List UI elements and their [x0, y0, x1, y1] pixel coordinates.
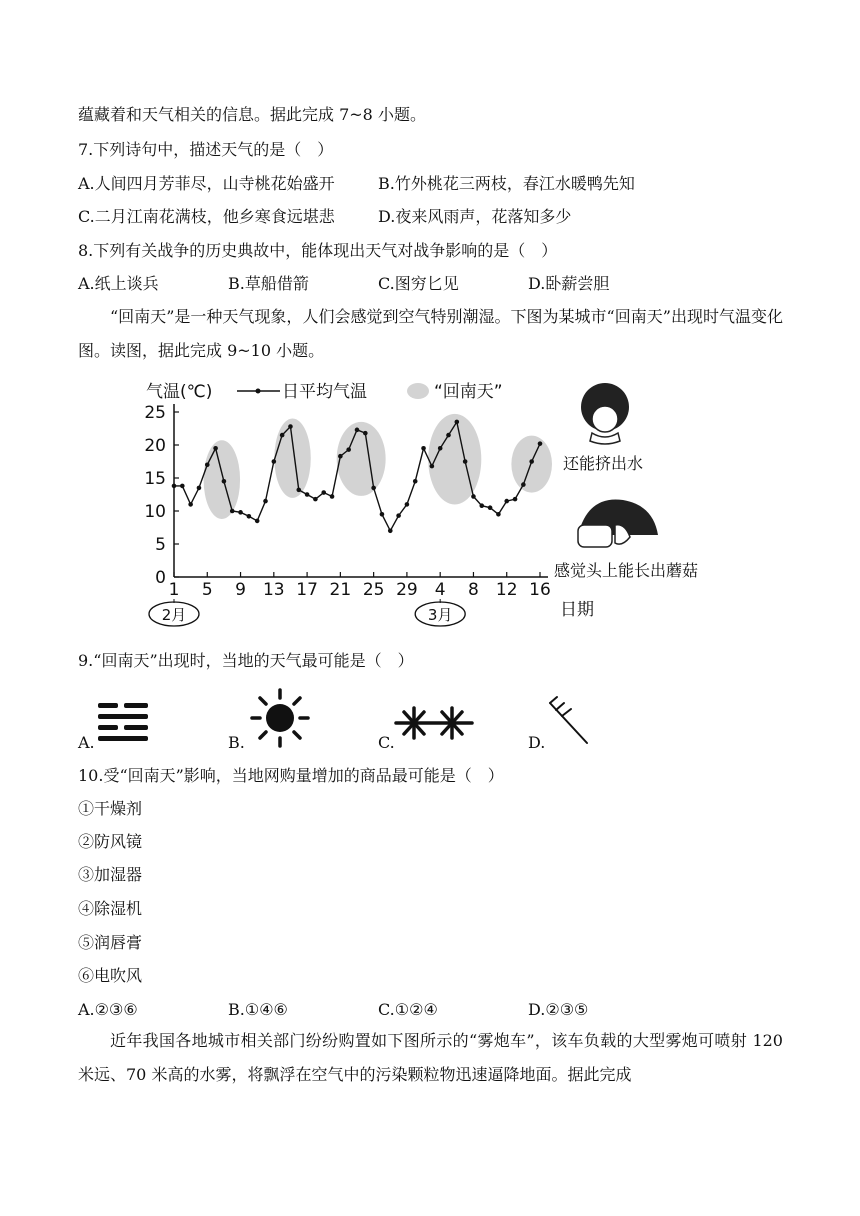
q10-option-d: D.②③⑤ [528, 1000, 589, 1019]
q8-option-c: C.图穷匕见 [378, 274, 459, 293]
temperature-point [521, 482, 526, 487]
temperature-point [504, 499, 509, 504]
q9-option-a: A. [78, 733, 95, 752]
temperature-point [488, 505, 493, 510]
x-axis-label: 日期 [560, 600, 594, 620]
temperature-point [471, 494, 476, 499]
q10-item-6: ⑥电吹风 [78, 966, 143, 985]
humid-period-blob [511, 436, 552, 493]
annotation-water: 还能挤出水 [563, 454, 644, 473]
temperature-point [363, 431, 368, 436]
temperature-point [172, 484, 177, 489]
temperature-point [305, 492, 310, 497]
annotation-mushroom: 感觉头上能长出蘑菇 [554, 561, 699, 580]
temperature-point [438, 446, 443, 451]
y-axis-label: 气温(℃) [146, 382, 213, 402]
temperature-point [388, 529, 393, 534]
y-tick-label: 15 [144, 469, 166, 489]
temperature-point [421, 446, 426, 451]
x-tick-label: 1 [168, 580, 180, 600]
x-tick-label: 17 [296, 580, 318, 600]
temperature-point [371, 486, 376, 491]
x-tick-label: 29 [396, 580, 418, 600]
temperature-point [247, 514, 252, 519]
q8-option-a: A.纸上谈兵 [78, 274, 159, 293]
q8-stem: 8.下列有关战争的历史典故中，能体现出天气对战争影响的是（ ） [78, 241, 558, 260]
temperature-point [205, 463, 210, 468]
legend-marker [256, 389, 261, 394]
q10-option-c: C.①②④ [378, 1000, 438, 1019]
temperature-point [430, 464, 435, 469]
q9-option-b: B. [228, 733, 245, 752]
temperature-point [213, 446, 218, 451]
snow-icon [394, 704, 474, 742]
month-label: 3月 [427, 606, 453, 624]
temperature-point [405, 502, 410, 507]
y-tick-label: 25 [144, 403, 166, 423]
q10-item-5: ⑤润唇膏 [78, 933, 143, 952]
wind-icon [545, 695, 591, 747]
q7-option-a: A.人间四月芳菲尽，山寺桃花始盛开 [78, 174, 335, 193]
paragraph-huinantian: “回南天”是一种天气现象，人们会感觉到空气特别潮湿。下图为某城市“回南天”出现时气温变化图。读图，据此完成 9~10 小题。 [78, 307, 783, 360]
month-label: 2月 [161, 606, 187, 624]
temperature-point [180, 484, 185, 489]
mushroom-person-illustration [578, 499, 658, 547]
x-tick-label: 25 [362, 580, 385, 600]
temperature-point [238, 510, 243, 515]
legend-label-temp: 日平均气温 [282, 382, 367, 402]
q10-item-4: ④除湿机 [78, 899, 143, 918]
q10-stem: 10.受“回南天”影响，当地网购量增加的商品最可能是（ ） [78, 766, 504, 785]
x-tick-label: 13 [262, 580, 285, 600]
temperature-point [338, 454, 343, 459]
q9-option-c: C. [378, 733, 395, 752]
temperature-point [396, 513, 401, 518]
humid-period-blob [204, 440, 240, 519]
q9-option-d: D. [528, 733, 546, 752]
temperature-point [222, 479, 227, 484]
temperature-point [529, 459, 534, 464]
temperature-point [413, 479, 418, 484]
y-tick-label: 5 [155, 535, 166, 555]
x-tick-label: 8 [468, 580, 479, 600]
temperature-point [313, 497, 318, 502]
temperature-point [255, 519, 260, 524]
q7-stem: 7.下列诗句中，描述天气的是（ ） [78, 140, 334, 159]
temperature-point [346, 447, 351, 452]
temperature-point [197, 486, 202, 491]
wringing-person-illustration [581, 383, 629, 444]
temperature-point [288, 424, 293, 429]
legend-humid-swatch [407, 383, 429, 399]
q10-item-3: ③加湿器 [78, 865, 143, 884]
temperature-chart [0, 375, 860, 625]
temperature-point [321, 490, 326, 495]
q8-option-d: D.卧薪尝胆 [528, 274, 610, 293]
temperature-point [463, 459, 468, 464]
humid-period-blob [428, 414, 481, 505]
q7-option-d: D.夜来风雨声，花落知多少 [378, 207, 572, 226]
x-tick-label: 4 [434, 580, 446, 600]
fog-icon [98, 703, 148, 743]
x-tick-label: 21 [329, 580, 352, 600]
q9-stem: 9.“回南天”出现时，当地的天气最可能是（ ） [78, 651, 414, 670]
q7-option-b: B.竹外桃花三两枝，春江水暖鸭先知 [378, 174, 635, 193]
q10-item-1: ①干燥剂 [78, 799, 143, 818]
temperature-point [355, 428, 360, 433]
humid-period-blob [274, 419, 310, 498]
y-tick-label: 10 [144, 502, 166, 522]
y-tick-label: 0 [155, 568, 166, 588]
humid-period-blob [337, 422, 386, 496]
temperature-point [538, 441, 543, 446]
sun-icon [249, 687, 311, 749]
temperature-point [330, 494, 335, 499]
legend-label-humid: “回南天” [434, 382, 503, 402]
x-tick-label: 12 [495, 580, 518, 600]
temperature-point [272, 459, 277, 464]
paragraph-fog-cannon: 近年我国各地城市相关部门纷纷购置如下图所示的“雾炮车”，该车负载的大型雾炮可喷射 120 米远、70 米高的水雾，将飘浮在空气中的污染颗粒物迅速逼降地面。据此完成 [78, 1031, 783, 1084]
intro-tail: 蕴藏着和天气相关的信息。据此完成 7~8 小题。 [78, 105, 426, 124]
y-tick-label: 20 [144, 436, 166, 456]
x-tick-label: 16 [529, 580, 551, 600]
q8-option-b: B.草船借箭 [228, 274, 309, 293]
temperature-point [479, 503, 484, 508]
temperature-point [188, 502, 193, 507]
temperature-point [446, 433, 451, 438]
q7-option-c: C.二月江南花满枝，他乡寒食远堪悲 [78, 207, 335, 226]
x-tick-label: 9 [235, 580, 246, 600]
temperature-point [455, 420, 460, 425]
temperature-point [513, 497, 518, 502]
temperature-point [230, 509, 235, 514]
q10-option-a: A.②③⑥ [78, 1000, 138, 1019]
temperature-point [380, 512, 385, 517]
x-tick-label: 5 [201, 580, 213, 600]
q10-option-b: B.①④⑥ [228, 1000, 288, 1019]
temperature-point [280, 433, 285, 438]
temperature-point [296, 488, 301, 493]
temperature-point [263, 499, 268, 504]
q10-item-2: ②防风镜 [78, 832, 143, 851]
temperature-point [496, 512, 501, 517]
